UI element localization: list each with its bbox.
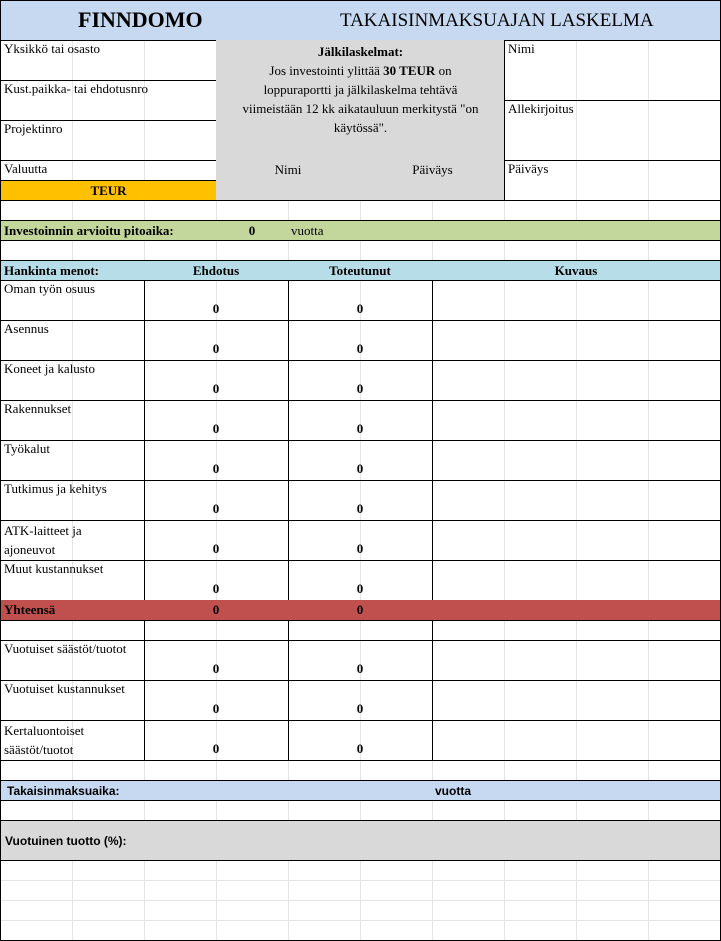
row-label: Asennus <box>0 320 145 361</box>
annual-return-description[interactable] <box>432 820 721 861</box>
cost-center-field-label[interactable]: Kust.paikka- tai ehdotusnro <box>0 80 217 121</box>
row-description[interactable] <box>432 360 721 401</box>
annual-row-label: Vuotuiset säästöt/tuotot <box>0 640 145 681</box>
right-name-label[interactable]: Nimi <box>504 40 721 101</box>
row-actual[interactable]: 0 <box>288 520 433 561</box>
signature-label[interactable]: Allekirjoitus <box>504 100 721 161</box>
payback-unit: vuotta <box>432 780 721 801</box>
currency-value[interactable]: TEUR <box>0 180 217 201</box>
brand-title: FINNDOMO <box>78 7 203 32</box>
row-proposal[interactable]: 0 <box>144 520 289 561</box>
annual-return-actual[interactable] <box>288 820 433 861</box>
row-label: Tutkimus ja kehitys <box>0 480 145 521</box>
annual-row-proposal[interactable]: 0 <box>144 720 289 761</box>
row-label: Koneet ja kalusto <box>0 360 145 401</box>
row-description[interactable] <box>432 560 721 601</box>
row-description[interactable] <box>432 280 721 321</box>
annual-return-label: Vuotuinen tuotto (%): <box>0 820 145 861</box>
col-header-proposal: Ehdotus <box>144 260 289 281</box>
annual-row-actual[interactable]: 0 <box>288 640 433 681</box>
row-proposal[interactable]: 0 <box>144 400 289 441</box>
page-title: TAKAISINMAKSUAJAN LASKELMA <box>340 10 654 31</box>
row-description[interactable] <box>432 480 721 521</box>
row-proposal[interactable]: 0 <box>144 440 289 481</box>
row-proposal[interactable]: 0 <box>144 480 289 521</box>
col-header-description: Kuvaus <box>432 260 721 281</box>
annual-row-description[interactable] <box>432 640 721 681</box>
row-label: Oman työn osuus <box>0 280 145 321</box>
row-description[interactable] <box>432 440 721 481</box>
row-label: Rakennukset <box>0 400 145 441</box>
unit-field-label[interactable]: Yksikkö tai osasto <box>0 40 217 81</box>
project-field-label[interactable]: Projektinro <box>0 120 217 161</box>
annual-row-actual[interactable]: 0 <box>288 720 433 761</box>
payback-actual[interactable] <box>288 780 433 801</box>
approver-name-label: Nimi <box>216 160 361 181</box>
row-proposal[interactable]: 0 <box>144 280 289 321</box>
col-header-acquisition: Hankinta menot: <box>0 260 145 281</box>
total-description <box>432 600 721 621</box>
currency-field-label: Valuutta <box>0 160 217 181</box>
annual-row-actual[interactable]: 0 <box>288 680 433 721</box>
row-description[interactable] <box>432 520 721 561</box>
lifetime-unit: vuotta <box>288 220 721 241</box>
annual-row-description[interactable] <box>432 720 721 761</box>
spacer-divider <box>144 620 145 641</box>
note-box <box>216 40 505 161</box>
note-line-3: viimeistään 12 kk aikatauluun merkitystä "on <box>242 101 479 116</box>
note-title: Jälkilaskelmat: <box>317 44 404 59</box>
note-line-2: loppuraportti ja jälkilaskelma tehtävä <box>263 82 458 97</box>
row-label: Työkalut <box>0 440 145 481</box>
total-actual: 0 <box>288 600 433 621</box>
total-label: Yhteensä <box>0 600 145 621</box>
row-proposal[interactable]: 0 <box>144 320 289 361</box>
annual-row-label: Vuotuiset kustannukset <box>0 680 145 721</box>
annual-row-proposal[interactable]: 0 <box>144 640 289 681</box>
lifetime-value[interactable]: 0 <box>216 220 289 241</box>
row-description[interactable] <box>432 320 721 361</box>
row-actual[interactable]: 0 <box>288 560 433 601</box>
approver-date-input[interactable] <box>360 180 505 201</box>
row-description[interactable] <box>432 400 721 441</box>
row-actual[interactable]: 0 <box>288 400 433 441</box>
annual-return-proposal[interactable] <box>144 820 289 861</box>
spacer-divider <box>432 620 433 641</box>
row-actual[interactable]: 0 <box>288 480 433 521</box>
note-line-4: käytössä". <box>333 120 388 135</box>
total-proposal: 0 <box>144 600 289 621</box>
row-label: Muut kustannukset <box>0 560 145 601</box>
spacer-divider <box>288 620 289 641</box>
payback-proposal[interactable] <box>144 780 289 801</box>
col-header-actual: Toteutunut <box>288 260 433 281</box>
lifetime-label: Investoinnin arvioitu pitoaika: <box>0 220 217 241</box>
note-line-1: Jos investointi ylittää 30 TEUR on <box>269 63 452 78</box>
approver-name-input[interactable] <box>216 180 361 201</box>
row-actual[interactable]: 0 <box>288 280 433 321</box>
annual-row-proposal[interactable]: 0 <box>144 680 289 721</box>
approver-date-label: Päiväys <box>360 160 505 181</box>
annual-row-label: Kertaluontoiset säästöt/tuotot <box>0 720 145 761</box>
row-actual[interactable]: 0 <box>288 440 433 481</box>
payback-label: Takaisinmaksuaika: <box>0 780 145 801</box>
row-actual[interactable]: 0 <box>288 320 433 361</box>
annual-row-description[interactable] <box>432 680 721 721</box>
row-proposal[interactable]: 0 <box>144 360 289 401</box>
spacer-row <box>0 620 721 641</box>
row-label: ATK-laitteet ja ajoneuvot <box>0 520 145 561</box>
row-proposal[interactable]: 0 <box>144 560 289 601</box>
row-actual[interactable]: 0 <box>288 360 433 401</box>
right-date-label[interactable]: Päiväys <box>504 160 721 201</box>
